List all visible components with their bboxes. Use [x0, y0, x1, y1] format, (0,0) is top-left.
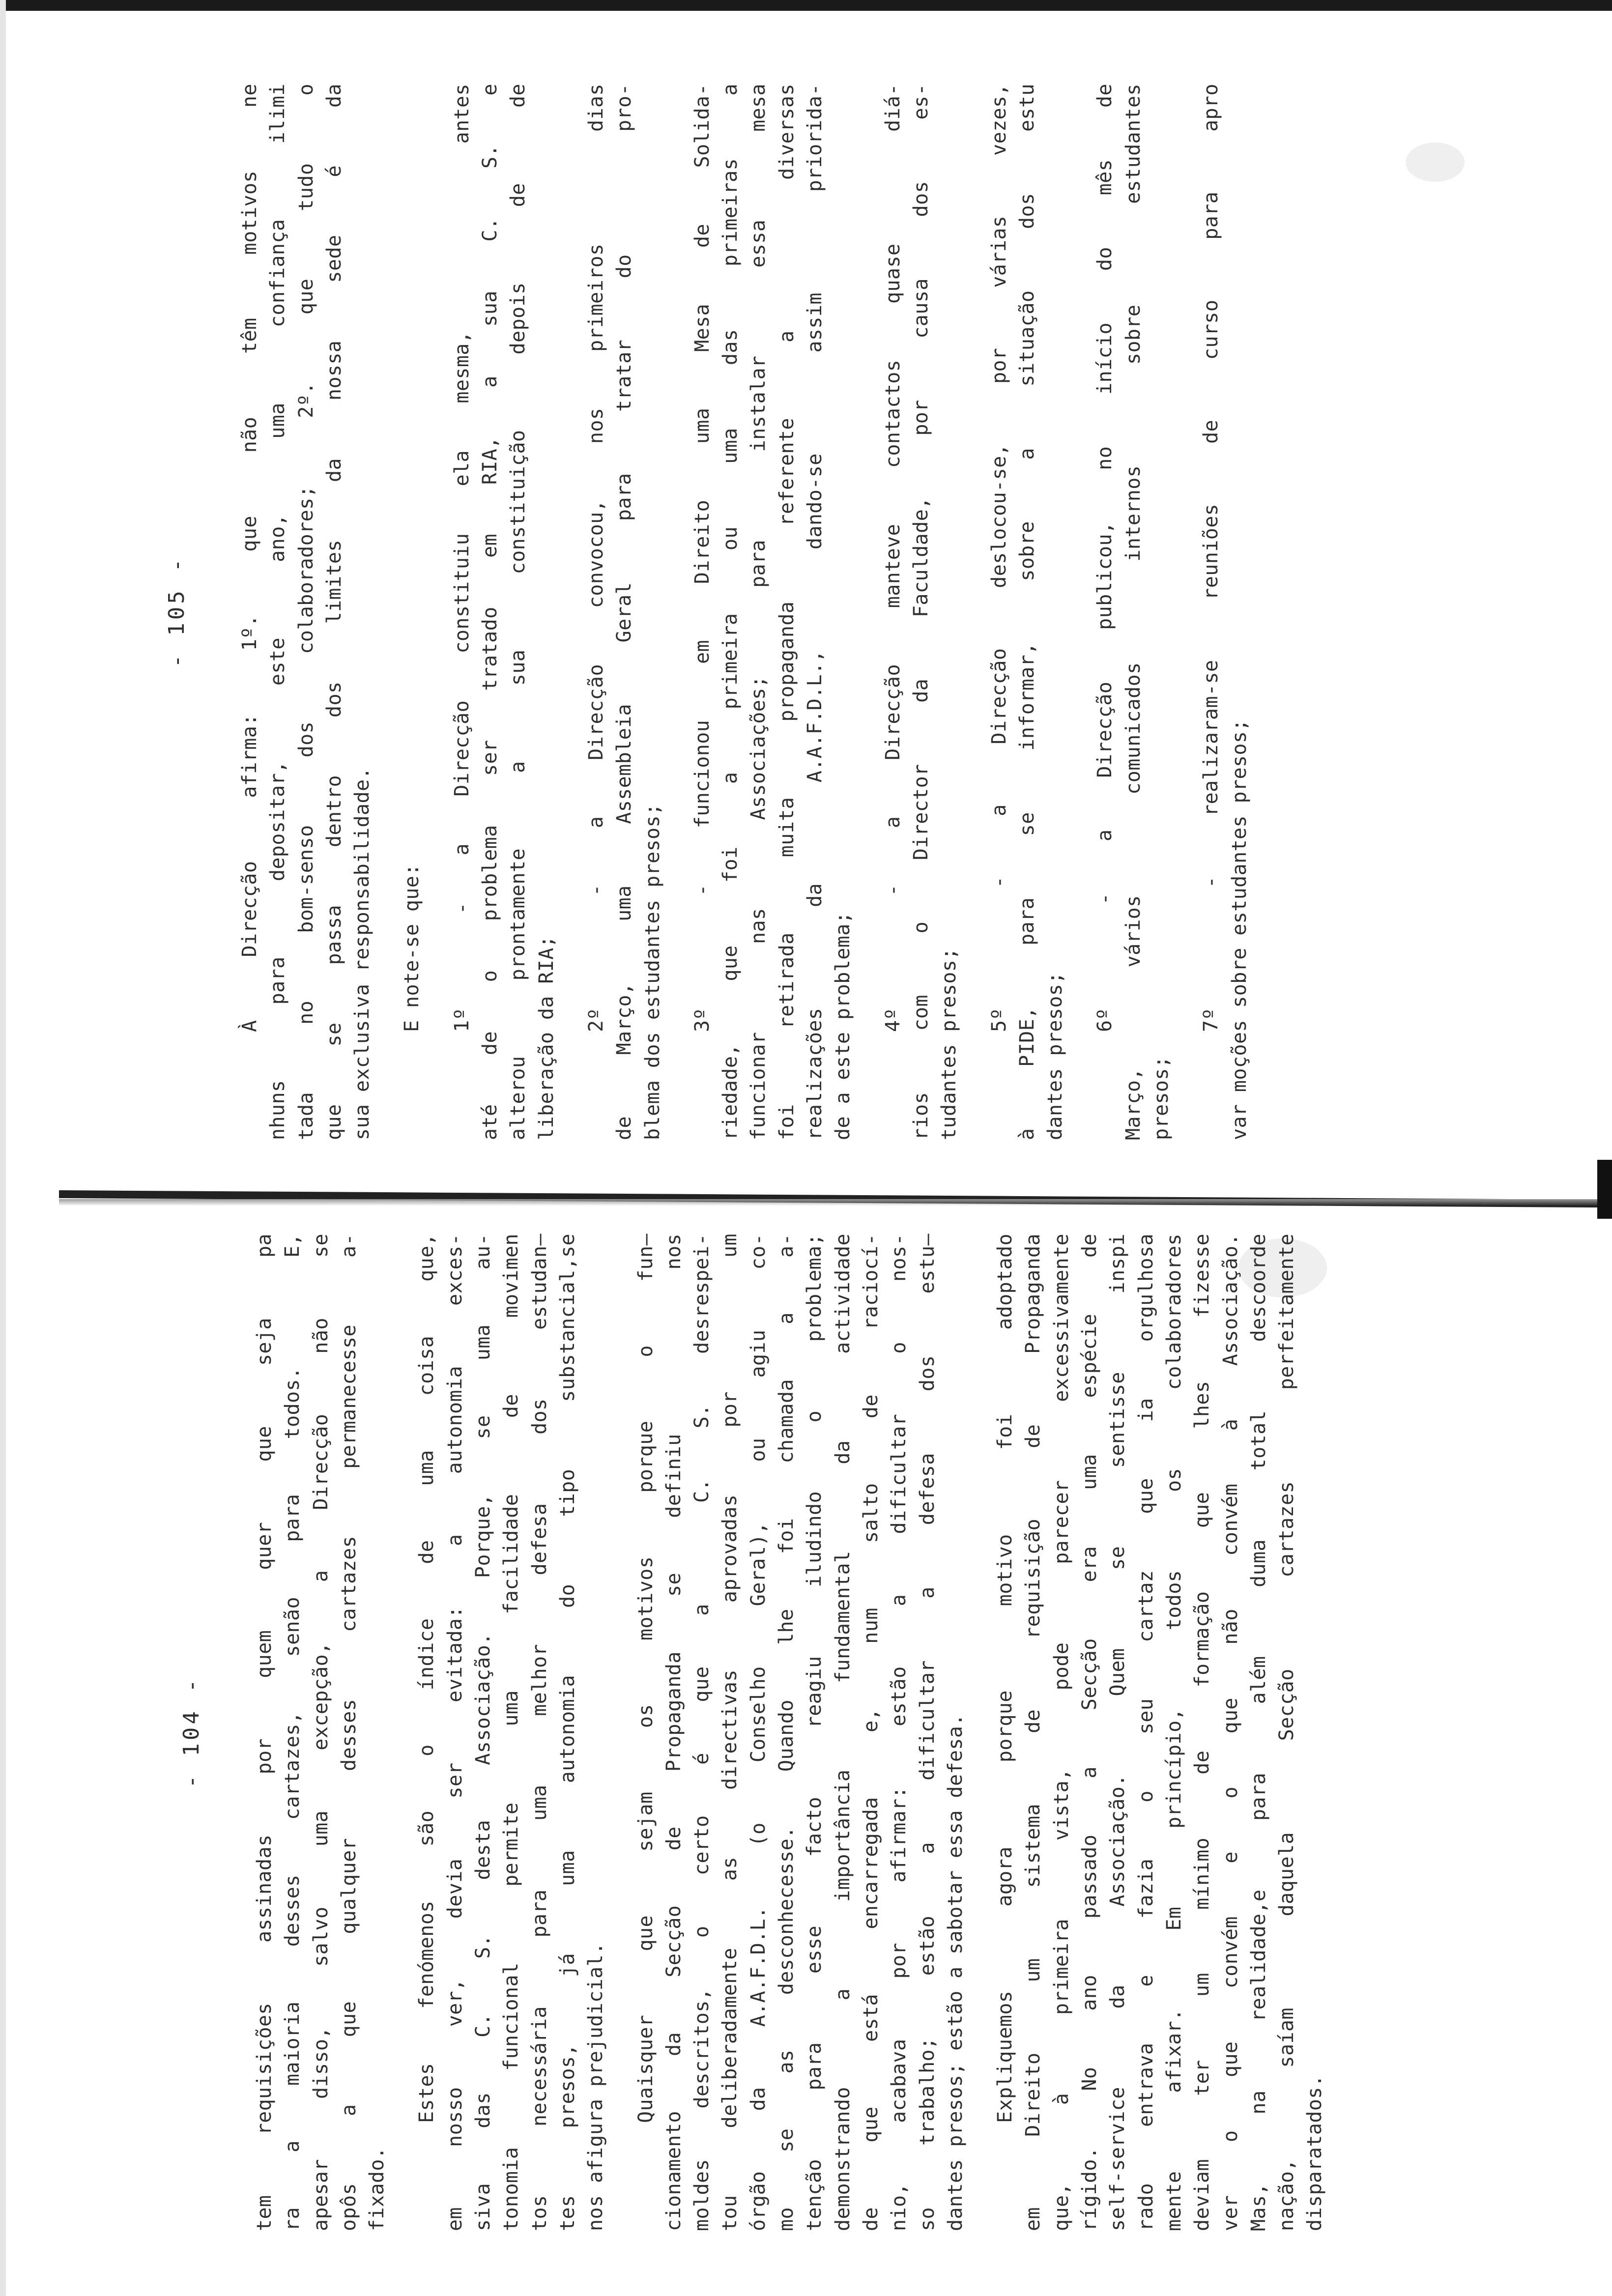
text-line: tenção para esse facto reagiu iludindo o problema; — [803, 1234, 826, 2231]
text-line: opôs a que qualquer desses cartazes permanecesse a- — [337, 1234, 360, 2231]
text-line: Estes fenómenos são o índice de uma coisa que, — [415, 1234, 438, 2123]
scan-left-edge — [0, 0, 6, 2296]
text-line: de que está encarregada e, num salto de raciocí- — [859, 1234, 882, 2231]
paragraph — [879, 84, 964, 1140]
text-line: 2º - a Direcção convocou, nos primeiros dias — [584, 84, 607, 1032]
text-line: 6º - a Direcção publicou, no início do mês de — [1094, 84, 1117, 1032]
page-number: - 104 - — [179, 1676, 204, 1788]
text-line: tada no bom-senso dos colaboradores; 2º. que tudo o — [294, 84, 317, 1140]
text-line: órgão da A.A.F.D.L. (o Conselho Geral), ou agiu co- — [747, 1234, 770, 2231]
page-105-text — [236, 84, 1254, 1140]
text-line: ra a maioria desses cartazes, senão para todos. E, — [281, 1234, 304, 2231]
text-line: 5º - a Direcção deslocou-se, por várias vezes, — [987, 84, 1010, 1032]
text-line: 3º - funcionou em Direito uma Mesa de Solida- — [691, 84, 714, 1032]
text-line: alterou prontamente a sua constituição depois de de — [507, 84, 530, 1140]
text-line: nhuns para depositar, este ano, uma confiança ilimi — [266, 84, 289, 1140]
text-line: apesar disso, salvo uma excepção, a Direcção não se — [309, 1234, 332, 2231]
text-line: Quaisquer que sejam os motivos porque o fun— — [634, 1234, 657, 2123]
text-line: presos; — [1150, 1056, 1173, 1140]
text-line: moldes descritos, o certo é que a C. S. desrespei- — [691, 1234, 714, 2231]
paragraph — [582, 84, 667, 1140]
paragraph — [991, 1234, 1329, 2231]
text-line: funcionar nas Associações; para instalar essa mesa — [747, 84, 770, 1140]
text-line: deviam ter um mínimo de formação que lhes fizesse — [1191, 1234, 1214, 2231]
text-line: tonomia funcional permite uma facilidade de movimen — [500, 1234, 523, 2231]
page-105 — [162, 84, 1489, 1140]
paragraph — [1091, 84, 1176, 1140]
text-line: liberação da RIA; — [535, 935, 558, 1140]
text-line: à PIDE, para se informar, sobre a situação dos estu — [1015, 84, 1038, 1140]
text-line: riedade, que foi a primeira ou uma das primeiras a — [719, 84, 742, 1140]
page-104-text — [251, 1234, 1329, 2231]
page-fold-shadow — [59, 1199, 1602, 1206]
text-line: demonstrando a importância fundamental da actividade — [831, 1234, 854, 2231]
text-line: fixado. — [366, 2147, 389, 2231]
paragraph — [448, 84, 561, 1140]
text-line: mente afixar. Em princípio, todos os colaboradores — [1162, 1234, 1185, 2231]
text-line: blema dos estudantes presos; — [641, 803, 664, 1140]
text-line: dantes presos; — [1044, 972, 1067, 1140]
paragraph — [413, 1234, 610, 2231]
text-line: de Março, uma Assembleia Geral para tratar do pro- — [613, 84, 636, 1140]
text-line: tem requisições assinadas por quem quer que seja pa — [253, 1234, 276, 2231]
text-line: Expliquemos agora porque motivo foi adoptado — [994, 1234, 1017, 2123]
text-line: tudantes presos; — [938, 947, 961, 1140]
text-line: tes presos, já uma autonomia do tipo substancial,se — [556, 1234, 579, 2231]
text-line: siva das C. S. desta Associação. Porque, se uma au- — [472, 1234, 495, 2231]
text-line: dantes presos; estão a sabotar essa defesa. — [944, 1714, 967, 2231]
text-line: que se passa dentro dos limites da nossa sede é da — [322, 84, 345, 1140]
paragraph — [398, 84, 426, 1140]
text-line: nação, saíam daquela Secção cartazes perfeitamente — [1275, 1234, 1298, 2231]
text-line: em nosso ver, devia ser evitada: a autonomia exces- — [443, 1234, 466, 2231]
paragraph — [632, 1234, 970, 2231]
text-line: foi retirada muita propaganda referente a diversas — [775, 84, 798, 1140]
text-line: cionamento da Secção de Propaganda se definiu nos — [662, 1234, 685, 2231]
paragraph — [985, 84, 1070, 1140]
text-line: até de o problema ser tratado em RIA, a sua C. S. e — [479, 84, 502, 1140]
text-line: sua exclusiva responsabilidade. — [351, 767, 374, 1140]
text-line: Março, vários comunicados internos sobre estudantes — [1122, 84, 1145, 1140]
text-line: self-service da Associação. Quem se sentisse inspi — [1106, 1234, 1129, 2231]
text-line: Mas, na realidade,e para além duma total descoorde — [1247, 1234, 1270, 2231]
paragraph — [689, 84, 858, 1140]
text-line: disparatados. — [1303, 2074, 1326, 2231]
text-line: 7º - realizaram-se reuniões de curso para apro — [1200, 84, 1223, 1032]
text-line: 1º - a Direcção constituiu ela mesma, antes — [450, 84, 473, 1032]
page-104 — [177, 1234, 1504, 2231]
text-line: rado entrava e fazia o seu cartaz que ia orgulhosa — [1134, 1234, 1157, 2231]
paragraph — [236, 84, 376, 1140]
text-line: em Direito um sistema de requisição de Propaganda — [1022, 1234, 1045, 2231]
scan-top-edge — [0, 0, 1612, 11]
page-number: - 105 - — [164, 556, 189, 668]
text-line: tos necessária para uma melhor defesa dos estudan— — [528, 1234, 551, 2231]
text-line: so trabalho; estão a dificultar a defesa dos estu— — [916, 1234, 939, 2231]
text-line: nio, acabava por afirmar: estão a dificultar o nos- — [888, 1234, 911, 2231]
scan-right-edge-mark — [1597, 1160, 1612, 1219]
paragraph — [251, 1234, 391, 2231]
text-line: tou deliberadamente as directivas aprovadas por um — [719, 1234, 742, 2231]
text-line: ver o que convém e o que não convém à Associação. — [1219, 1234, 1242, 2231]
text-line: de a este problema; — [832, 911, 855, 1140]
text-line: rios com o Director da Faculdade, por causa dos es- — [909, 84, 932, 1140]
paragraph — [1197, 84, 1254, 1140]
text-line: À Direcção afirma: 1º. que não têm motivos ne — [238, 84, 261, 1032]
text-line: E note-se que: — [401, 863, 424, 1032]
text-line: mo se as desconhecesse. Quando lhe foi chamada a a- — [775, 1234, 798, 2231]
text-line: nos afigura prejudicial. — [584, 1942, 607, 2231]
text-line: rígido. No ano passado a Secção era uma espécie de — [1078, 1234, 1101, 2231]
text-line: realizações da A.A.F.D.L., dando-se assim priorida- — [804, 84, 827, 1140]
text-line: var moções sobre estudantes presos; — [1228, 719, 1251, 1140]
text-line: que, à primeira vista, pode parecer excessivamente — [1050, 1234, 1073, 2231]
text-line: 4º - a Direcção manteve contactos quase diá- — [881, 84, 904, 1032]
